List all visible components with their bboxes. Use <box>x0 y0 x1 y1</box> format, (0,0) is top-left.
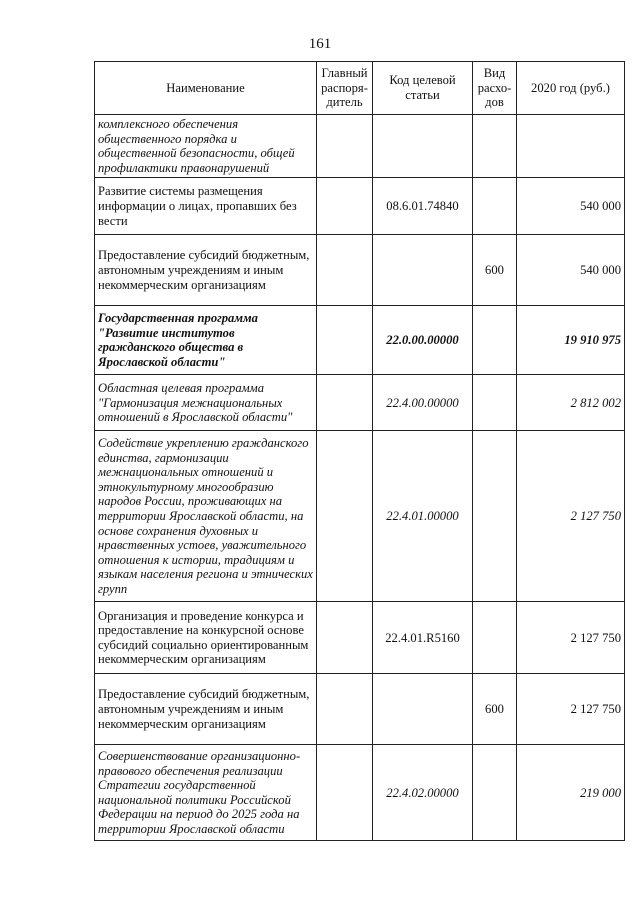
row-code: 22.0.00.00000 <box>373 306 473 375</box>
row-amount: 19 910 975 <box>517 306 625 375</box>
header-admin: Главный распоря-дитель <box>317 62 373 115</box>
table-header-row <box>95 62 625 115</box>
row-type <box>473 745 517 841</box>
table-row <box>95 375 625 431</box>
table-row <box>95 115 625 178</box>
row-code <box>373 235 473 306</box>
header-amount: 2020 год (руб.) <box>517 62 625 115</box>
row-admin <box>317 306 373 375</box>
table-row <box>95 745 625 841</box>
row-name: Содействие укреплению гражданского единства, гармонизации межнациональных отношений и этнокультурному многообразию народов России, проживающих на территории Ярославской области, на основе сохранения духовных и нравственных устоев, уважительного отношения к истории, традициям и языкам населения региона и этнических групп <box>95 431 317 602</box>
table-row <box>95 674 625 745</box>
row-amount: 540 000 <box>517 178 625 235</box>
row-name: Развитие системы размещения информации о лицах, пропавших без вести <box>95 178 317 235</box>
row-amount: 2 127 750 <box>517 431 625 602</box>
row-code: 22.4.02.00000 <box>373 745 473 841</box>
header-type: Вид расхо-дов <box>473 62 517 115</box>
header-code: Код целевой статьи <box>373 62 473 115</box>
row-admin <box>317 178 373 235</box>
row-code <box>373 115 473 178</box>
row-admin <box>317 235 373 306</box>
table-row <box>95 602 625 674</box>
row-type <box>473 375 517 431</box>
row-admin <box>317 602 373 674</box>
row-name: комплексного обеспечения общественного порядка и общественной безопасности, общей профилактики правонарушений <box>95 115 317 178</box>
row-name: Областная целевая программа "Гармонизация межнациональных отношений в Ярославской области" <box>95 375 317 431</box>
row-code: 22.4.01.00000 <box>373 431 473 602</box>
table-row <box>95 178 625 235</box>
header-name: Наименование <box>95 62 317 115</box>
row-name: Организация и проведение конкурса и предоставление на конкурсной основе субсидий социально ориентированным некоммерческим организациям <box>95 602 317 674</box>
row-code: 22.4.00.00000 <box>373 375 473 431</box>
row-name: Государственная программа "Развитие институтов гражданского общества в Ярославской области" <box>95 306 317 375</box>
row-name: Совершенствование организационно-правового обеспечения реализации Стратегии государственной национальной политики Российской Федерации на период до 2025 года на территории Ярославской области <box>95 745 317 841</box>
row-name: Предоставление субсидий бюджетным, автономным учреждениям и иным некоммерческим организациям <box>95 235 317 306</box>
row-amount: 540 000 <box>517 235 625 306</box>
row-type <box>473 115 517 178</box>
row-admin <box>317 674 373 745</box>
row-type: 600 <box>473 235 517 306</box>
row-admin <box>317 431 373 602</box>
row-code: 22.4.01.R5160 <box>373 602 473 674</box>
row-amount: 219 000 <box>517 745 625 841</box>
table-row <box>95 306 625 375</box>
row-amount <box>517 115 625 178</box>
row-admin <box>317 745 373 841</box>
row-amount: 2 812 002 <box>517 375 625 431</box>
row-type <box>473 431 517 602</box>
row-code: 08.6.01.74840 <box>373 178 473 235</box>
row-name: Предоставление субсидий бюджетным, автономным учреждениям и иным некоммерческим организациям <box>95 674 317 745</box>
table-row <box>95 235 625 306</box>
row-type <box>473 602 517 674</box>
budget-table <box>94 61 625 841</box>
row-type <box>473 178 517 235</box>
row-code <box>373 674 473 745</box>
page-number: 161 <box>308 36 332 52</box>
row-amount: 2 127 750 <box>517 674 625 745</box>
row-admin <box>317 375 373 431</box>
row-admin <box>317 115 373 178</box>
row-type: 600 <box>473 674 517 745</box>
row-amount: 2 127 750 <box>517 602 625 674</box>
row-type <box>473 306 517 375</box>
table-row <box>95 431 625 602</box>
